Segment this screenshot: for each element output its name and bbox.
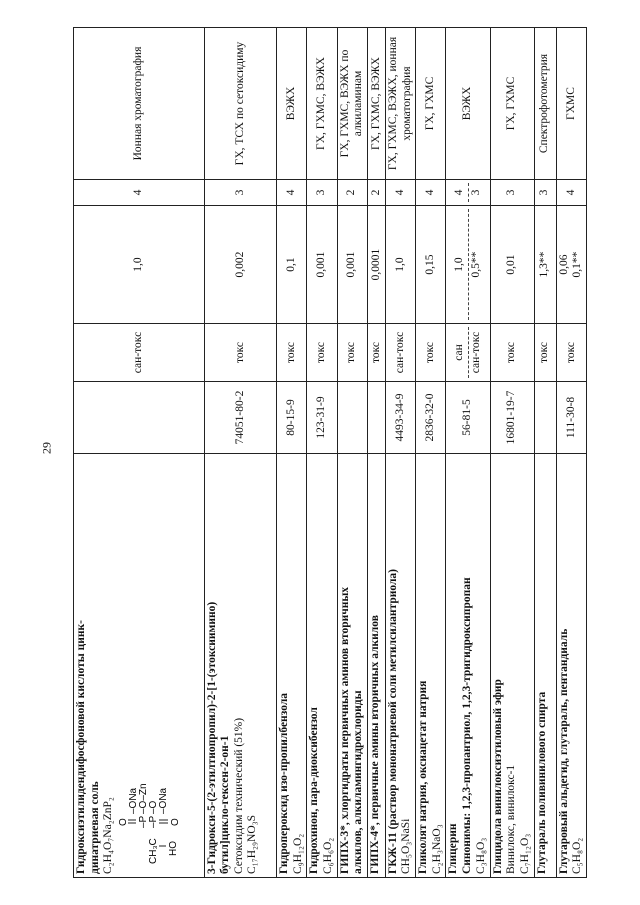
- concentration-cell: 0,0001: [367, 206, 385, 324]
- concentration-cell: 1,3**: [534, 206, 556, 324]
- hazard-indicator-cell: токс: [204, 324, 276, 382]
- hazard-class-cell: 4: [385, 180, 415, 206]
- cas-number-cell: [534, 382, 556, 454]
- substance-name-line: C₆H₆O₂: [321, 837, 334, 874]
- rotated-page: [73, 28, 587, 878]
- analysis-method-cell: ГХ, ГХМС, ВЭЖХ: [367, 28, 385, 180]
- hazard-indicator: сан-токс: [469, 331, 482, 374]
- substance-name-cell: [307, 454, 337, 878]
- concentration-cell: 0,001: [337, 206, 367, 324]
- concentration-cell: 0,002: [204, 206, 276, 324]
- substance-name-line: C₃H₈O₃: [474, 837, 487, 874]
- svg-text:–P: –P: [137, 815, 149, 828]
- substance-name-cell: [556, 454, 586, 878]
- substance-name-cell: [277, 454, 307, 878]
- analysis-method-cell: Ионная хроматография: [74, 28, 205, 180]
- analysis-method-cell: ГХМС: [556, 28, 586, 180]
- substance-name-cell: [74, 454, 205, 878]
- substance-name-line: Глутараль поливинилового спирта: [535, 691, 548, 874]
- substance-name-line: C₁₇H₂₉NO₃S: [246, 814, 259, 874]
- analysis-method-cell: ГХ, ГХМС, ВЭЖХ, ионная хроматография: [385, 28, 415, 180]
- table-row: [74, 28, 205, 878]
- table-row: [385, 28, 415, 878]
- concentration-cell: [556, 206, 586, 324]
- concentration-cell: 1,0: [74, 206, 205, 324]
- hazard-class-cell: 3: [490, 180, 534, 206]
- hazard-indicator-cell: токс: [307, 324, 337, 382]
- substance-name-line: Гликолят натрия, оксиацетат натрия: [417, 680, 430, 874]
- concentration-value: 1,0: [452, 257, 465, 272]
- svg-text:–P: –P: [147, 815, 159, 828]
- hazard-class-cell: 4: [74, 180, 205, 206]
- substance-name-line: Глутаровый альдегид, глутараль, пентандиаль: [557, 628, 570, 874]
- svg-text:–ONa: –ONa: [157, 787, 169, 814]
- table-row: [556, 28, 586, 878]
- substance-name-line: Гидроксиэтилидендифосфоновой кислоты цинк-: [75, 620, 87, 874]
- substance-name-line: Синонимы: 1,2,3-пропантриол, 1,2,3-тригидроксипропан: [460, 577, 473, 874]
- substance-name-line: C₂H₄O₇Na₂ZnP₂: [102, 797, 115, 874]
- table-row: [534, 28, 556, 878]
- hazard-indicator-cell: [446, 324, 490, 382]
- analysis-method-cell: ВЭЖХ: [277, 28, 307, 180]
- substance-name-line: ГИПХ-3*, хлоргидраты первичных аминов вторичных: [338, 586, 351, 874]
- analysis-method-cell: ГХ, ГХМС: [490, 28, 534, 180]
- substance-name-line: CH₅O₃NaSi: [400, 818, 413, 874]
- table-row: [204, 28, 276, 878]
- cas-number-cell: 2836-32-0: [416, 382, 446, 454]
- cas-number-cell: [367, 382, 385, 454]
- table-row: [416, 28, 446, 878]
- substance-name-line: Глицерин: [447, 823, 460, 874]
- structural-formula: [116, 457, 185, 874]
- table-row: [367, 28, 385, 878]
- hazard-class-cell: 3: [534, 180, 556, 206]
- cas-number-cell: 74051-80-2: [204, 382, 276, 454]
- cas-number-cell: 4493-34-9: [385, 382, 415, 454]
- table-row: [307, 28, 337, 878]
- substance-name-line: Глицидола винилоксиэтиловый эфир: [491, 679, 504, 874]
- substance-name-line: Гидропероксид изо-пропилбензола: [278, 692, 290, 874]
- substance-name-line: C₂H₃NaO₃: [430, 824, 443, 874]
- concentration-value: 0,1**: [571, 251, 584, 278]
- cas-number-cell: 56-81-5: [446, 382, 490, 454]
- concentration-cell: [446, 206, 490, 324]
- cas-number-cell: 111-30-8: [556, 382, 586, 454]
- hazard-class-cell: 3: [307, 180, 337, 206]
- substance-name-line: бутил]цикло-гексен-2-он-1: [219, 735, 232, 874]
- concentration-cell: 0,01: [490, 206, 534, 324]
- page-number: 29: [39, 442, 54, 454]
- hazard-class: 4: [452, 189, 465, 196]
- concentration-value: 0,06: [557, 254, 570, 275]
- cas-number-cell: [74, 382, 205, 454]
- substance-name-cell: [416, 454, 446, 878]
- substance-name-line: алкилов, алкиламингидрохлориды: [352, 690, 365, 874]
- hazard-class-cell: 4: [277, 180, 307, 206]
- substance-name-line: C₅H₈O₂: [571, 837, 584, 874]
- substance-name-line: Гидрохинон, пара-диоксибензол: [308, 707, 321, 874]
- hazard-indicator-cell: токс: [277, 324, 307, 382]
- cell-divider: [468, 327, 469, 378]
- hazard-indicator: сан: [452, 344, 465, 361]
- substance-name-cell: [490, 454, 534, 878]
- concentration-cell: 0,001: [307, 206, 337, 324]
- hazard-class-cell: [446, 180, 490, 206]
- substance-name-line: 3-Гидрокси-5-(2-этилтиопропил)-2-[1-(этоксиимино): [205, 601, 218, 874]
- svg-text:O: O: [117, 818, 129, 826]
- svg-text:–ONa: –ONa: [127, 787, 139, 814]
- table-row: [446, 28, 490, 878]
- substance-name-line: ГКЖ-11 (раствор мононатриевой соли метилсилантриола): [386, 569, 399, 874]
- svg-text:O: O: [169, 818, 180, 826]
- hazard-class-cell: 2: [337, 180, 367, 206]
- svg-text:HO: HO: [167, 841, 179, 856]
- table-row: [277, 28, 307, 878]
- substance-name-cell: [446, 454, 490, 878]
- analysis-method-cell: Спектрофотометрия: [534, 28, 556, 180]
- hazard-class-cell: 4: [416, 180, 446, 206]
- structural-formula-drawing: [116, 724, 180, 874]
- table-row: [337, 28, 367, 878]
- svg-text:CH₃C: CH₃C: [147, 838, 159, 864]
- cell-divider: [468, 183, 469, 202]
- analysis-method-cell: ВЭЖХ: [446, 28, 490, 180]
- concentration-value: 0,5**: [469, 251, 482, 278]
- cas-number-cell: 123-31-9: [307, 382, 337, 454]
- svg-text:–O: –O: [147, 800, 159, 814]
- analysis-method-cell: ГХ, ГХМС: [416, 28, 446, 180]
- hazard-class: 3: [469, 189, 482, 196]
- hazard-class-cell: 4: [556, 180, 586, 206]
- substance-name-line: динатриевая соль: [88, 781, 101, 874]
- hazard-indicator-cell: токс: [556, 324, 586, 382]
- substance-name-line: C₉H₁₂O₂: [291, 833, 304, 874]
- substance-name-line: C₇H₁₂O₃: [518, 833, 531, 874]
- concentration-cell: 0,15: [416, 206, 446, 324]
- hazard-indicator-cell: токс: [490, 324, 534, 382]
- cas-number-cell: 16801-19-7: [490, 382, 534, 454]
- hazard-class-cell: 3: [204, 180, 276, 206]
- substance-name-cell: [337, 454, 367, 878]
- hazard-indicator-cell: токс: [367, 324, 385, 382]
- concentration-cell: 0,1: [277, 206, 307, 324]
- analysis-method-cell: ГХ, ТСХ по сетоксидиму: [204, 28, 276, 180]
- substance-name-cell: [385, 454, 415, 878]
- cas-number-cell: [337, 382, 367, 454]
- substance-table: [73, 27, 587, 878]
- analysis-method-cell: ГХ, ГХМС, ВЭЖХ: [307, 28, 337, 180]
- hazard-class-cell: 2: [367, 180, 385, 206]
- substance-name-line: Винилокс, винилокс-1: [505, 764, 518, 874]
- svg-text:–O–Zn: –O–Zn: [137, 783, 149, 814]
- substance-name-cell: [204, 454, 276, 878]
- hazard-indicator-cell: токс: [337, 324, 367, 382]
- cas-number-cell: 80-15-9: [277, 382, 307, 454]
- hazard-indicator-cell: сан-токс: [74, 324, 205, 382]
- substance-name-line: ГИПХ-4*, первичные амины вторичных алкилов: [368, 615, 381, 874]
- hazard-indicator-cell: токс: [534, 324, 556, 382]
- table-row: [490, 28, 534, 878]
- cell-divider: [468, 209, 469, 320]
- substance-name-cell: [367, 454, 385, 878]
- hazard-indicator-cell: токс: [416, 324, 446, 382]
- concentration-cell: 1,0: [385, 206, 415, 324]
- substance-name-cell: [534, 454, 556, 878]
- substance-name-line: Сетоксидим технический (51%): [232, 717, 245, 874]
- hazard-indicator-cell: сан-токс: [385, 324, 415, 382]
- analysis-method-cell: ГХ, ГХМС, ВЭЖХ по алкиламинам: [337, 28, 367, 180]
